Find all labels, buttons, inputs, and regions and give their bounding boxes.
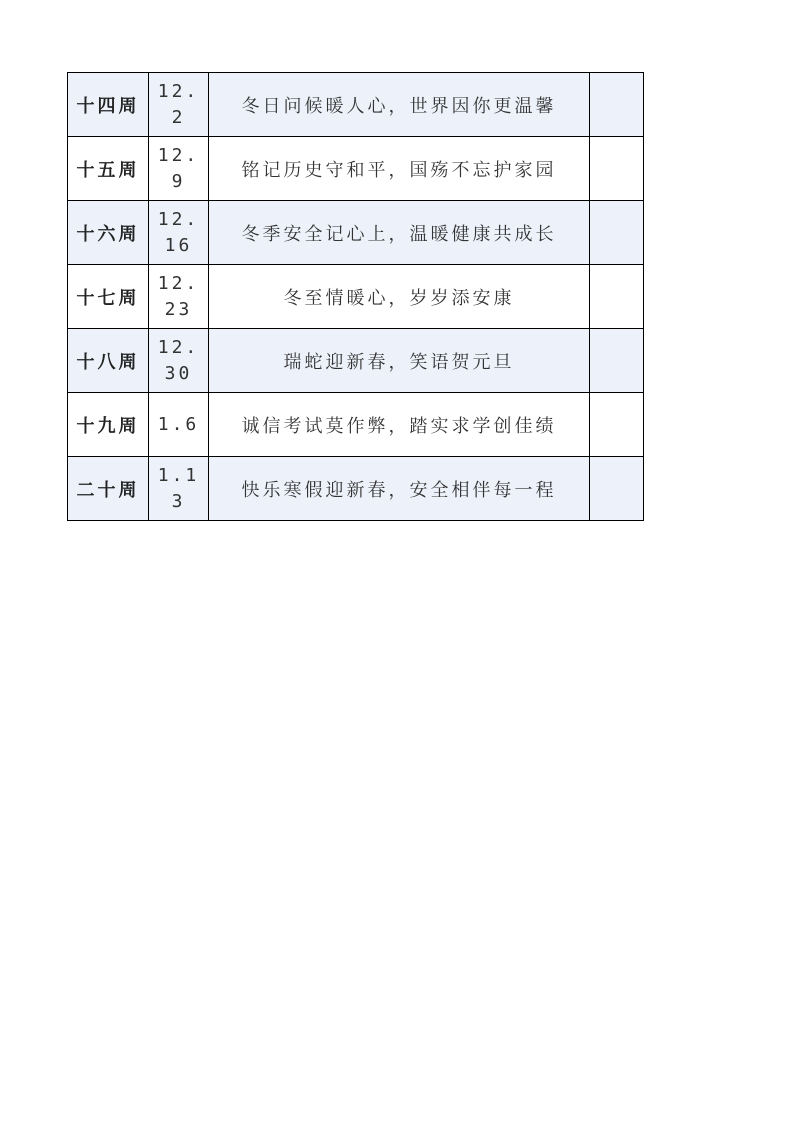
table-row xyxy=(68,201,644,265)
table-row xyxy=(68,457,644,521)
date-cell xyxy=(149,265,209,329)
date-text: 12.16 xyxy=(157,208,200,256)
date-cell xyxy=(149,137,209,201)
table-row xyxy=(68,137,644,201)
theme-cell: 冬至情暖心，岁岁添安康 xyxy=(209,265,590,329)
date-text: 1.13 xyxy=(157,464,200,512)
theme-cell: 冬日问候暖人心，世界因你更温馨 xyxy=(209,73,590,137)
date-text: 12.23 xyxy=(157,272,200,320)
empty-cell xyxy=(590,393,644,457)
empty-cell xyxy=(590,329,644,393)
week-cell: 十七周 xyxy=(68,265,149,329)
week-cell: 十六周 xyxy=(68,201,149,265)
week-cell: 十四周 xyxy=(68,73,149,137)
date-cell xyxy=(149,201,209,265)
theme-cell: 瑞蛇迎新春，笑语贺元旦 xyxy=(209,329,590,393)
week-cell: 十九周 xyxy=(68,393,149,457)
empty-cell xyxy=(590,201,644,265)
date-cell xyxy=(149,73,209,137)
date-text: 12.9 xyxy=(157,144,200,192)
table-row xyxy=(68,73,644,137)
theme-cell: 铭记历史守和平，国殇不忘护家园 xyxy=(209,137,590,201)
empty-cell xyxy=(590,457,644,521)
theme-cell: 冬季安全记心上，温暖健康共成长 xyxy=(209,201,590,265)
date-text: 1.6 xyxy=(157,413,200,435)
date-cell xyxy=(149,457,209,521)
empty-cell xyxy=(590,265,644,329)
empty-cell xyxy=(590,137,644,201)
empty-cell xyxy=(590,73,644,137)
table-row xyxy=(68,265,644,329)
date-text: 12.30 xyxy=(157,336,200,384)
weekly-theme-table xyxy=(67,72,644,521)
date-cell xyxy=(149,329,209,393)
date-cell xyxy=(149,393,209,457)
table-row xyxy=(68,329,644,393)
week-cell: 十五周 xyxy=(68,137,149,201)
date-text: 12.2 xyxy=(157,80,200,128)
week-cell: 二十周 xyxy=(68,457,149,521)
theme-cell: 诚信考试莫作弊，踏实求学创佳绩 xyxy=(209,393,590,457)
theme-cell: 快乐寒假迎新春，安全相伴每一程 xyxy=(209,457,590,521)
table-row xyxy=(68,393,644,457)
week-cell: 十八周 xyxy=(68,329,149,393)
